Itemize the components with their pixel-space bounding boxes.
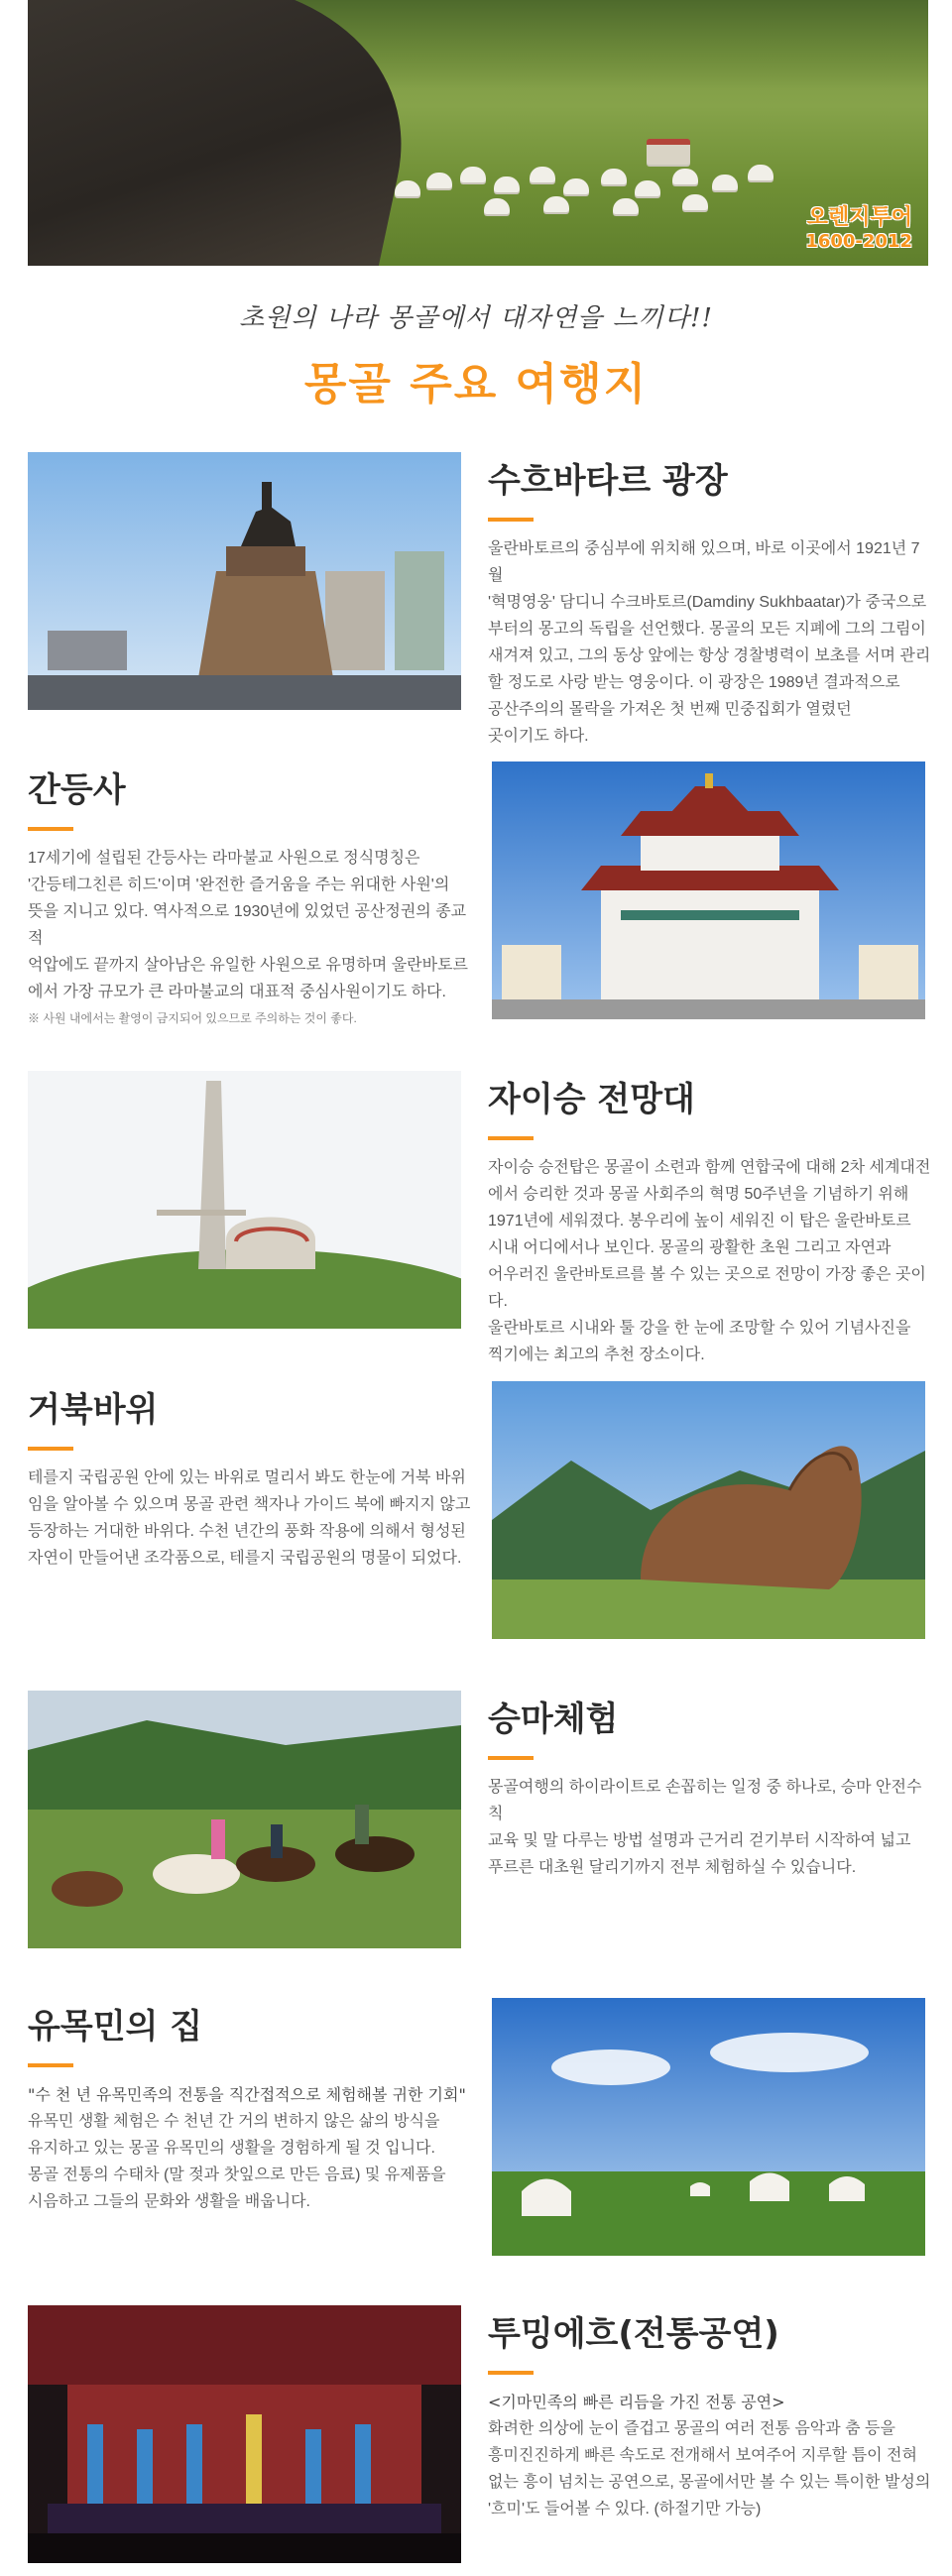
ger-tent — [460, 167, 486, 182]
ger-tent — [682, 194, 708, 210]
intro — [0, 297, 952, 411]
destination-section — [0, 1691, 952, 1958]
destination-title: 자이승 전망대 — [488, 1080, 695, 1119]
tagline: 초원의 나라 몽골에서 대자연을 느끼다!! — [239, 303, 713, 333]
ger-tent — [672, 169, 698, 184]
horse-riding-image — [28, 1691, 461, 1948]
destination-section — [0, 761, 952, 1029]
destination-description: 몽골여행의 하이라이트로 손꼽히는 일정 중 하나로, 승마 안전수칙 교육 및 말 다루는 방법 설명과 근거리 걷기부터 시작하여 넓고 푸르른 대초원 달리기까지 전부 체험하실 수 있습니다. — [488, 1779, 922, 1876]
destination-title: 거북바위 — [28, 1390, 159, 1430]
zaisan-memorial-photo — [28, 1071, 461, 1329]
destination-description: 17세기에 설립된 간등사는 라마불교 사원으로 정식명칭은 '간등테그친른 히드'이며 '완전한 즐거움을 주는 위대한 사원'의 뜻을 지니고 있다. 역사적으로 1930년에 있었던 공산정권의 종교적 억압에도 끝까지 살아남은 유일한 사원으로 유명하며 울란바토르 에서 가장 규모가 큰 라마불교의 대표적 중심사원이기도 하다. — [28, 850, 468, 1000]
zaisan-memorial-image — [28, 1071, 461, 1329]
destination-text — [28, 769, 474, 1026]
ger-tent — [426, 173, 452, 188]
ger-tent — [395, 180, 420, 196]
page-title: 몽골 주요 여행지 — [303, 359, 649, 410]
gandan-monastery-photo — [492, 761, 925, 1019]
sukhbaatar-square-photo — [28, 452, 461, 710]
title-underline — [488, 2371, 534, 2375]
ger-tent — [530, 167, 555, 182]
destination-title: 투밍에흐(전통공연) — [488, 2314, 779, 2354]
sukhbaatar-square-image — [28, 452, 461, 710]
brand-logo — [805, 200, 912, 252]
logo-text: 오렌지투어 — [806, 205, 912, 230]
destination-lead: <기마민족의 빠른 리듬을 가진 전통 공연> — [488, 2393, 785, 2411]
destination-lead: "수 천 년 유목민족의 전통을 직간접적으로 체험해볼 귀한 기회" — [28, 2085, 466, 2104]
destination-text — [28, 1389, 474, 1572]
destination-section — [0, 2305, 952, 2573]
title-underline — [488, 518, 534, 522]
destination-section — [0, 1381, 952, 1649]
ger-tent — [635, 180, 660, 196]
destination-text — [28, 2006, 474, 2215]
destination-description: 유목민 생활 체험은 수 천년 간 거의 변하지 않은 삶의 방식을 유지하고 있는 몽골 유목민의 생활을 경험하게 될 것 입니다. 몽골 전통의 수태차 (말 젖과 찻잎으로 만든 음료) 및 유제품을 시음하고 그들의 문화와 생활을 배웁니다. — [28, 2113, 446, 2210]
title-underline — [28, 1447, 73, 1451]
ger-tent — [613, 198, 639, 214]
turtle-rock-image — [492, 1381, 925, 1639]
ger-tent — [494, 176, 520, 192]
destination-title: 유목민의 집 — [28, 2007, 203, 2047]
nomad-house-image — [492, 1998, 925, 2256]
ger-tent — [601, 169, 627, 184]
title-underline — [28, 827, 73, 831]
destination-text — [488, 460, 934, 750]
title-underline — [488, 1136, 534, 1140]
tumen-ekh-photo — [28, 2305, 461, 2563]
nomad-house-photo — [492, 1998, 925, 2256]
destination-text — [488, 2313, 934, 2522]
destination-title: 승마체험 — [488, 1699, 619, 1739]
ger-tent — [484, 198, 510, 214]
title-underline — [488, 1756, 534, 1760]
ger-tent — [748, 165, 774, 180]
destination-title: 간등사 — [28, 770, 126, 810]
tumen-ekh-image — [28, 2305, 461, 2563]
destination-text — [488, 1079, 934, 1368]
turtle-rock-photo — [492, 1381, 925, 1639]
destination-description: 화려한 의상에 눈이 즐겁고 몽골의 여러 전통 음악과 춤 등을 흥미진진하게 빠른 속도로 전개해서 보여주어 지루할 틈이 전혀 없는 흥이 넘치는 공연으로, 몽골에서만 볼 수 있는 특이한 발성의 '흐미'도 들어볼 수 있다. (하절기만 가능) — [488, 2420, 931, 2517]
horse-riding-photo — [28, 1691, 461, 1948]
destination-title: 수흐바타르 광장 — [488, 461, 728, 501]
title-underline — [28, 2063, 73, 2067]
destination-text — [488, 1698, 934, 1881]
ger-tent — [543, 196, 569, 212]
building — [647, 139, 690, 165]
destination-section — [0, 1998, 952, 2266]
destination-section — [0, 452, 952, 745]
destination-section — [0, 1071, 952, 1363]
logo-phone: 1600-2012 — [805, 231, 912, 252]
destination-description: 울란바토르의 중심부에 위치해 있으며, 바로 이곳에서 1921년 7월 '혁명영웅' 담디니 수크바토르(Damdiny Sukhbaatar)가 중국으로 부터의 몽고의 독립을 선언했다. 몽골의 모든 지폐에 그의 그림이 새겨져 있고, 그의 동상 앞에는 항상 경찰병력이 보초를 서며 관리 할 정도로 사랑 받는 영웅이다. 이 광장은 1989년 결과적으로 공산주의의 몰락을 가져온 첫 번째 민중집회가 열렸던 곳이기도 하다. — [488, 540, 931, 745]
destination-description: 테를지 국립공원 안에 있는 바위로 멀리서 봐도 한눈에 거북 바위 임을 알아볼 수 있으며 몽골 관련 책자나 가이드 북에 빠지지 않고 등장하는 거대한 바위다. 수천 년간의 풍화 작용에 의해서 형성된 자연이 만들어낸 조각품으로, 테를지 국립공원의 명물이 되었다. — [28, 1469, 471, 1567]
ger-tent — [563, 178, 589, 194]
destination-description: 자이승 승전탑은 몽골이 소련과 함께 연합국에 대해 2차 세계대전 에서 승리한 것과 몽골 사회주의 혁명 50주년을 기념하기 위해 1971년에 세워졌다. 봉우리에 높이 세워진 이 탑은 울란바토르 시내 어디에서나 보인다. 몽골의 광활한 초원 그리고 자연과 어우러진 울란바토르를 볼 수 있는 곳으로 전망이 가장 좋은 곳이다. 울란바토르 시내와 툴 강을 한 눈에 조망할 수 있어 기념사진을 찍기에는 최고의 추천 장소이다. — [488, 1159, 931, 1363]
hero-banner — [28, 0, 928, 266]
destination-note: ※ 사원 내에서는 촬영이 금지되어 있으므로 주의하는 것이 좋다. — [28, 1011, 357, 1025]
gandan-monastery-image — [492, 761, 925, 1019]
ger-tent — [712, 175, 738, 190]
